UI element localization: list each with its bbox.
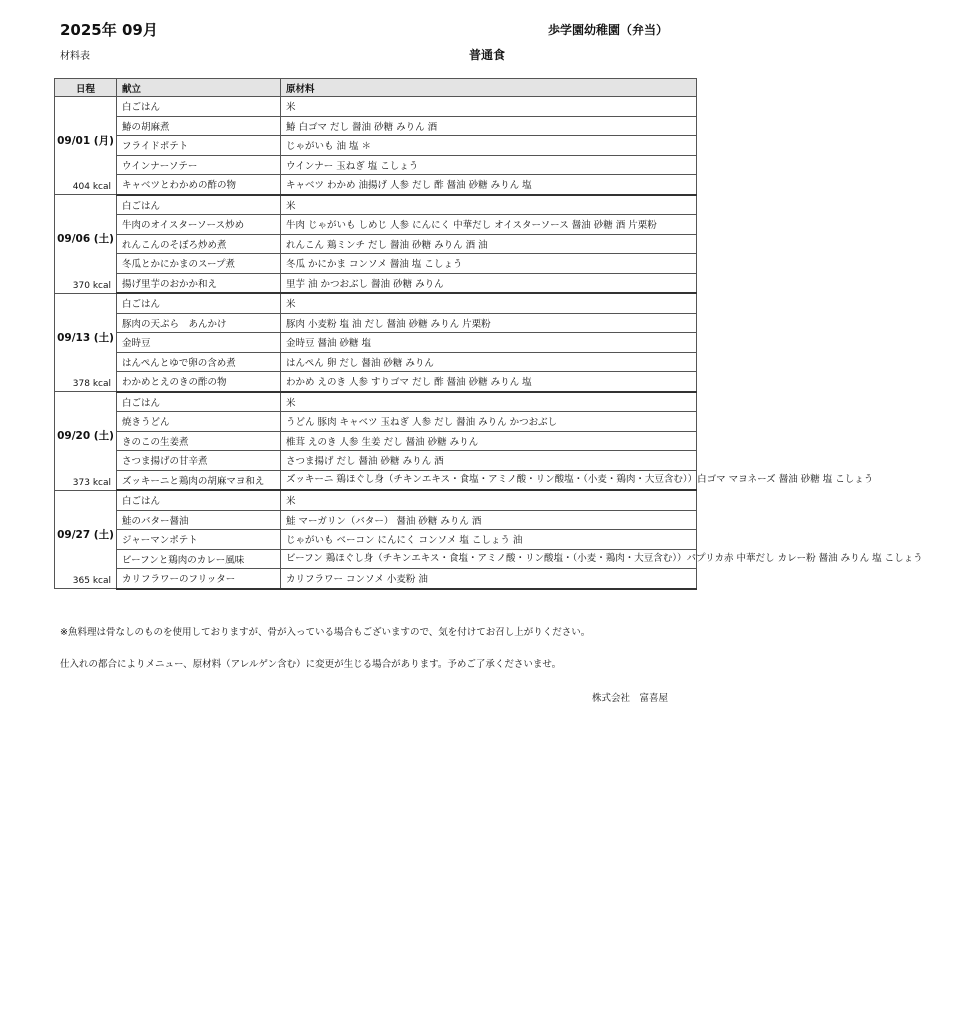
date-cell (55, 392, 117, 491)
ingredients-cell: ズッキーニ 鶏ほぐし身（チキンエキス・食塩・アミノ酸・リン酸塩・（小麦・鶏肉・大豆含む））白ゴマ マヨネーズ 醤油 砂糖 塩 こしょう (281, 470, 697, 490)
ingredients-cell: わかめ えのき 人参 すりゴマ だし 酢 醤油 砂糖 みりん 塩 (281, 372, 697, 392)
column-header-ingredients: 原材料 (281, 79, 697, 97)
date-label: 09/01 (月) (57, 135, 114, 147)
ingredients-cell: 米 (281, 293, 697, 313)
ingredients-cell: ビーフン 鶏ほぐし身（チキンエキス・食塩・アミノ酸・リン酸塩・（小麦・鶏肉・大豆含む））パプリカ赤 中華だし カレー粉 醤油 みりん 塩 こしょう (281, 549, 697, 569)
kcal-label: 373 kcal (72, 477, 111, 488)
ingredients-cell: キャベツ わかめ 油揚げ 人参 だし 酢 醤油 砂糖 みりん 塩 (281, 175, 697, 195)
dish-cell: 白ごはん (117, 392, 281, 412)
table-row (55, 412, 697, 432)
ingredients-cell: 里芋 油 かつおぶし 醤油 砂糖 みりん (281, 273, 697, 293)
date-cell (55, 195, 117, 294)
date-label: 09/06 (土) (57, 233, 114, 245)
menu-table (54, 78, 923, 590)
dish-cell: ビーフンと鶏肉のカレー風味 (117, 549, 281, 569)
table-row (55, 293, 697, 313)
table-row (55, 254, 697, 274)
ingredients-cell: カリフラワー コンソメ 小麦粉 油 (281, 569, 697, 589)
dish-cell: 白ごはん (117, 490, 281, 510)
kcal-label: 404 kcal (72, 182, 111, 192)
ingredients-cell: はんぺん 卵 だし 醤油 砂糖 みりん (281, 352, 697, 372)
ingredients-cell: 米 (281, 97, 697, 117)
table-row (55, 195, 697, 215)
table-row (55, 372, 697, 392)
dish-cell: はんぺんとゆで卵の含め煮 (117, 352, 281, 372)
ingredients-cell: さつま揚げ だし 醤油 砂糖 みりん 酒 (281, 451, 697, 471)
table-row (55, 392, 697, 412)
dish-cell: 豚肉の天ぷら あんかけ (117, 313, 281, 333)
dish-cell: れんこんのそぼろ炒め煮 (117, 234, 281, 254)
table-row (55, 569, 697, 589)
dish-cell: 牛肉のオイスターソース炒め (117, 215, 281, 235)
menu-table-body (55, 97, 923, 589)
date-cell (55, 97, 117, 195)
dish-cell: ウインナーソテー (117, 155, 281, 175)
kcal-label: 365 kcal (72, 576, 111, 586)
dish-cell: ズッキーニと鶏肉の胡麻マヨ和え (117, 470, 281, 490)
table-row (55, 549, 697, 569)
column-header-date: 日程 (55, 79, 117, 97)
dish-cell: さつま揚げの甘辛煮 (117, 451, 281, 471)
kcal-label: 370 kcal (72, 280, 111, 291)
date-label: 09/27 (土) (57, 528, 114, 541)
dish-cell: 焼きうどん (117, 412, 281, 432)
dish-cell: 鮭のバター醤油 (117, 510, 281, 530)
ingredients-cell: 米 (281, 490, 697, 510)
table-row (55, 97, 697, 117)
ingredients-cell: 米 (281, 195, 697, 215)
table-row (55, 490, 697, 510)
table-row (55, 273, 697, 293)
ingredients-cell: 豚肉 小麦粉 塩 油 だし 醤油 砂糖 みりん 片栗粉 (281, 313, 697, 333)
date-label: 09/20 (土) (57, 430, 114, 442)
date-cell (55, 490, 117, 589)
table-row (55, 333, 697, 353)
date-label: 09/13 (土) (57, 331, 114, 344)
dish-cell: わかめとえのきの酢の物 (117, 372, 281, 392)
table-row (55, 116, 697, 136)
table-row (55, 470, 697, 490)
ingredients-cell: うどん 豚肉 キャベツ 玉ねぎ 人参 だし 醤油 みりん かつおぶし (281, 412, 697, 432)
dish-cell: 白ごはん (117, 97, 281, 117)
table-row (55, 136, 697, 156)
dish-cell: 鰆の胡麻煮 (117, 116, 281, 136)
company-name: 株式会社 富喜屋 (591, 693, 668, 704)
school-name: 歩学園幼稚園（弁当） (547, 23, 668, 37)
ingredients-cell: 牛肉 じゃがいも しめじ 人参 にんにく 中華だし オイスターソース 醤油 砂糖 酒 片栗粉 (281, 215, 697, 235)
dish-cell: フライドポテト (117, 136, 281, 156)
table-row (55, 352, 697, 372)
table-row (55, 510, 697, 530)
note-menu-change: 仕入れの都合によりメニュー、原材料（アレルゲン含む）に変更が生じる場合があります。予めご了承くださいませ。 (60, 659, 562, 670)
ingredients-cell: じゃがいも ベーコン にんにく コンソメ 塩 こしょう 油 (281, 530, 697, 550)
ingredients-cell: 椎茸 えのき 人参 生姜 だし 醤油 砂糖 みりん (281, 431, 697, 451)
date-cell (55, 293, 117, 392)
ingredients-cell: じゃがいも 油 塩 ＊ (281, 136, 697, 156)
table-row (55, 313, 697, 333)
column-header-dish: 献立 (117, 79, 281, 97)
table-row (55, 175, 697, 195)
ingredients-cell: 鮭 マーガリン（バター） 醤油 砂糖 みりん 酒 (281, 510, 697, 530)
dish-cell: きのこの生姜煮 (117, 431, 281, 451)
table-row (55, 431, 697, 451)
meal-type: 普通食 (468, 48, 505, 62)
ingredients-cell: ウインナー 玉ねぎ 塩 こしょう (281, 155, 697, 175)
dish-cell: 冬瓜とかにかまのスープ煮 (117, 254, 281, 274)
ingredients-cell: 冬瓜 かにかま コンソメ 醤油 塩 こしょう (281, 254, 697, 274)
ingredients-cell: 米 (281, 392, 697, 412)
ingredients-cell: れんこん 鶏ミンチ だし 醤油 砂糖 みりん 酒 油 (281, 234, 697, 254)
dish-cell: ジャーマンポテト (117, 530, 281, 550)
table-row (55, 451, 697, 471)
table-row (55, 215, 697, 235)
ingredients-cell: 鰆 白ゴマ だし 醤油 砂糖 みりん 酒 (281, 116, 697, 136)
document-subtitle: 材料表 (60, 51, 90, 62)
dish-cell: 揚げ里芋のおかか和え (117, 273, 281, 293)
dish-cell: カリフラワーのフリッター (117, 569, 281, 589)
table-header-row (55, 79, 697, 97)
kcal-label: 378 kcal (72, 379, 111, 389)
note-fish-bones: ※魚料理は骨なしのものを使用しておりますが、骨が入っている場合もございますので、気を付けてお召し上がりください。 (60, 627, 591, 638)
dish-cell: キャベツとわかめの酢の物 (117, 175, 281, 195)
dish-cell: 白ごはん (117, 293, 281, 313)
table-row (55, 155, 697, 175)
dish-cell: 白ごはん (117, 195, 281, 215)
table-row (55, 530, 697, 550)
dish-cell: 金時豆 (117, 333, 281, 353)
ingredients-cell: 金時豆 醤油 砂糖 塩 (281, 333, 697, 353)
page-title: 2025年 09月 (60, 21, 158, 39)
table-row (55, 234, 697, 254)
